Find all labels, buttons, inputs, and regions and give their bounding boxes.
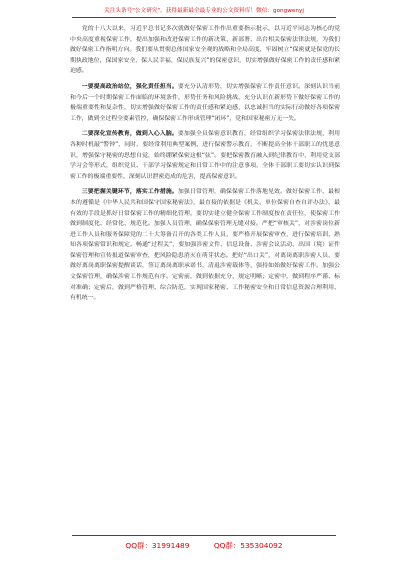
document-body: [70, 24, 340, 309]
section-1-paragraph: [70, 82, 340, 124]
section-3-paragraph: [70, 187, 340, 304]
header-divider: [72, 17, 336, 18]
header-banner[interactable]: 关注头条号"公文研究"，获得最新最全最专业的公文资料库！微信：gongwenyj: [104, 8, 304, 14]
section-3-lead: 三要把握关键环节，落实工作措施。: [81, 189, 178, 196]
intro-paragraph-text: 党的十八大以来，习近平总书记多次就做好保密工作作出重要指示批示，以习近平同志为核心的党中央高度重视保密工作，提出加强和改进保密工作的新决策、新部署，出台相关保密法律法规，为我们做好保密工作指明方向。我们要从贯彻总体国家安全观的战略和全局高度，牢固树立“保密就是保党的长期执政地位，保国家安全，保人民幸福，保民族复兴”的保密意识，切实增强做好保密工作的责任感和紧迫感。: [70, 26, 340, 75]
footer-qq-group-2: QQ群：535304092: [213, 541, 283, 550]
intro-paragraph: [70, 24, 340, 77]
footer-qq-group-1: QQ群：31991489: [125, 541, 190, 550]
section-1-text: 要充分认清形势，切实增强保密工作责任意识。深刻认识当前和今后一个时期保密工作面临的环境条件，形势任务和风险挑战，充分认识在新形势下做好保密工作的极端重要性和复杂性，切实增强做好保密工作的责任感和紧迫感，以忠诚担当的实际行动做好各项保密工作，做到全过程全要素管控，确保保密工作形成管理“闭环”，党和国家秘密万无一失。: [70, 83, 341, 122]
section-1-lead: 一要提高政治站位，强化责任担当。: [81, 83, 178, 90]
section-2-text: 要加强全员保密意识教育，经常组织学习保密法律法规，利用各种时机敲“警钟”，同时，要经常利用典型案例，进行保密警示教育，不断提高全体干部职工的忧患意识，增强保守秘密的思想自觉，始终绷紧保密这根“弦”。要把保密教育融入到纪律教育中，利用党支部学习会等形式，组织党员、干部学习保密规定和日常工作中的注意事项，全体干部职工要切实认识到保密工作的极端重要性，深刻认识泄密造成的危害，提高保密意识。: [70, 131, 341, 180]
footer-divider: [72, 535, 336, 536]
footer: [0, 540, 408, 551]
section-2-paragraph: [70, 129, 340, 182]
section-2-lead: 二要深化宣传教育，做到入心入脑。: [81, 131, 178, 138]
section-3-text: 加强日常管理，确保保密工作落地见效。做好保密工作，最根本的遵循是《中华人民共和国保守国家秘密法》，最直接的依据是《机关、单位保密自查自评办法》，最有效的手段是抓好日常保密工作的精细化管理。要切实建立健全保密工作制度按在责任位，使保密工作做到制度化、经常化、规范化。加强人员管理，确保保密管理无缝对接。严把“审核关”，对涉密岗位新进工作人员和服务保障党的二十大筹备召开的各类工作人员，要严格开展保密审查，进行保密培训，熟知各项保密常识和规定。畅通“过程关”，要加强涉密文件、信息设备、涉密会议活动、出国（境）证件保密管理和宣传报道保密审查，把风险隐患消灭在萌芽状态。把好“出口关”，对离岗离职涉密人员，要做好离岗离职保密提醒谈话，签订离岗离职承诺书，清退涉密载体等，强持如始做好保密工作。加强公文保密管理，确保涉密工作规范有序。定密前，做到依据充分，规定明晰；定密中，做到程序严谨、标对准确；定密后，做到严格管理、综合防范，实现国家秘密、工作秘密安全和日常信息资源合理利用、有机统一。: [70, 189, 341, 302]
